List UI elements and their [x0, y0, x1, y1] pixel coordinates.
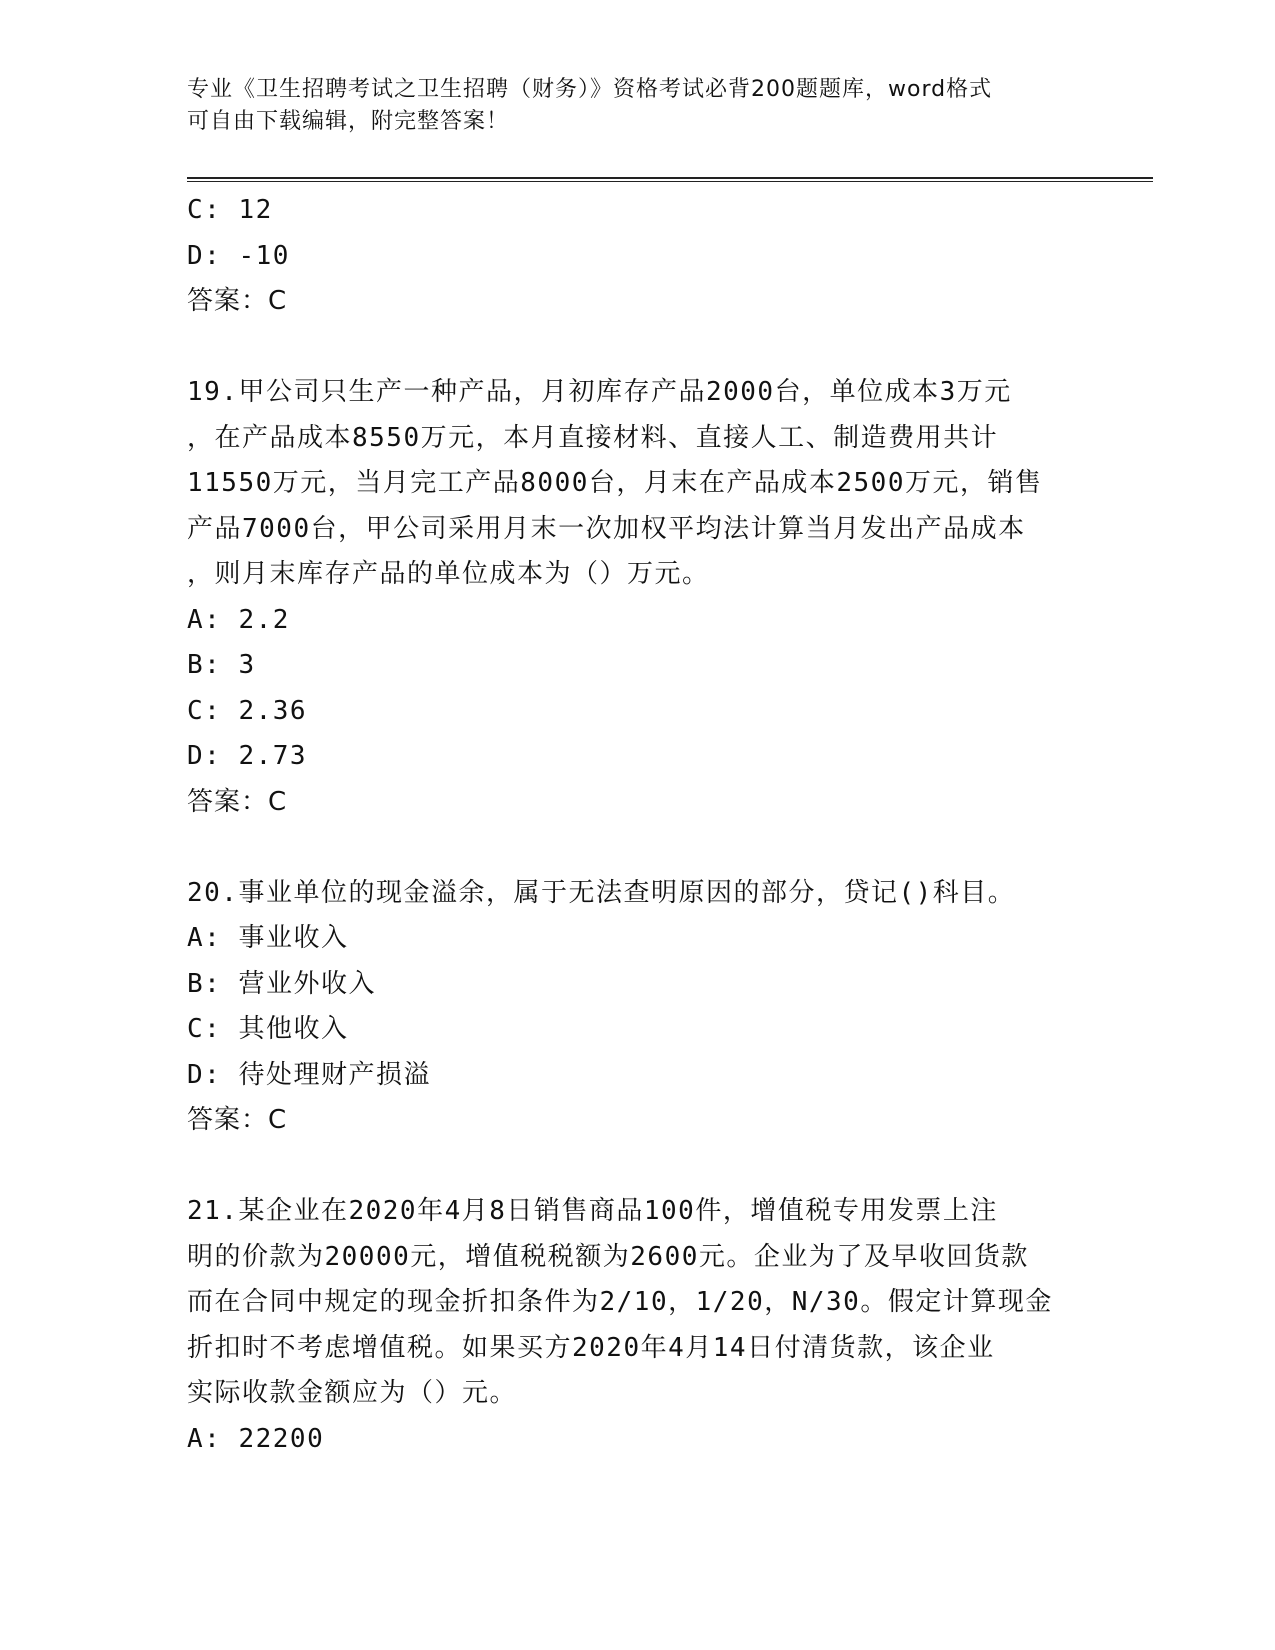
- question-stem-line: 折扣时不考虑增值税。如果买方2020年4月14日付清货款，该企业: [187, 1332, 995, 1363]
- question-21: [187, 1189, 1087, 1462]
- option-d: D: 2.73: [187, 741, 308, 771]
- option-a: A: 事业收入: [187, 923, 349, 953]
- question-stem-line: 而在合同中规定的现金折扣条件为2/10，1/20，N/30。假定计算现金: [187, 1287, 1053, 1317]
- option-d: D: 待处理财产损溢: [187, 1059, 431, 1090]
- header-line-2: 可自由下载编辑，附完整答案！: [187, 109, 510, 134]
- question-19: [187, 370, 1087, 825]
- answer-line: 答案：C: [187, 1105, 288, 1135]
- answer-line: 答案：C: [187, 286, 288, 316]
- answer-line: 答案：C: [187, 786, 288, 817]
- document-header: [187, 74, 1067, 138]
- option-b: B: 营业外收入: [187, 968, 376, 999]
- option-c: C: 12: [187, 195, 273, 225]
- spacer: [187, 325, 1087, 371]
- question-stem-line: 实际收款金额应为（）元。: [187, 1378, 518, 1408]
- header-rule-thin: [187, 181, 1153, 182]
- question-stem-line: ，则月末库存产品的单位成本为（）万元。: [187, 559, 710, 589]
- question-content: [187, 188, 1087, 1462]
- option-a: A: 2.2: [187, 604, 290, 635]
- question-stem-line: 19.甲公司只生产一种产品，月初库存产品2000台，单位成本3万元: [187, 377, 1012, 407]
- question-stem-line: 21.某企业在2020年4月8日销售商品100件，增值税专用发票上注: [187, 1196, 998, 1226]
- question-stem-line: 明的价款为20000元，增值税税额为2600元。企业为了及早收回货款: [187, 1241, 1029, 1272]
- option-d: D: -10: [187, 240, 290, 271]
- header-rule-thick: [187, 177, 1153, 179]
- question-20: [187, 871, 1087, 1144]
- spacer: [187, 825, 1087, 871]
- question-stem-line: ，在产品成本8550万元，本月直接材料、直接人工、制造费用共计: [187, 422, 999, 453]
- option-c: C: 2.36: [187, 695, 308, 726]
- question-stem-line: 20.事业单位的现金溢余，属于无法查明原因的部分，贷记()科目。: [187, 877, 1016, 908]
- question-stem-line: 11550万元，当月完工产品8000台，月末在产品成本2500万元，销售: [187, 468, 1043, 498]
- question-stem-line: 产品7000台，甲公司采用月末一次加权平均法计算当月发出产品成本: [187, 513, 1026, 544]
- option-b: B: 3: [187, 650, 256, 680]
- option-c: C: 其他收入: [187, 1014, 349, 1044]
- previous-question-tail: [187, 188, 1087, 325]
- option-a: A: 22200: [187, 1423, 325, 1454]
- header-line-1: 专业《卫生招聘考试之卫生招聘（财务）》资格考试必背200题题库，word格式: [187, 77, 993, 102]
- spacer: [187, 1144, 1087, 1190]
